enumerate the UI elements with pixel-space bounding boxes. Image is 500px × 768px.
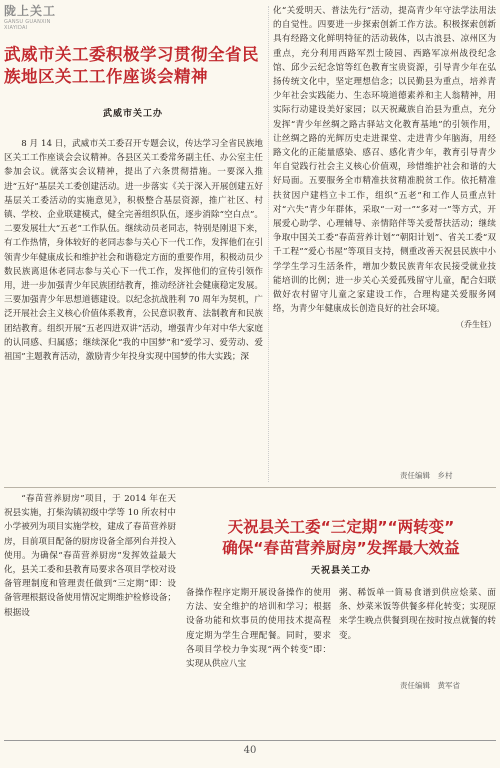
masthead-subtitle-1: GANSU GUANXIN — [4, 19, 51, 25]
article1-col2-text: 化“关爱明天、普法先行”活动，提高青少年守法学法用法的自觉性。四要进一步探索创新工作方法。积极探索创新具有经路文化鲜明特征的活动载体，以古浪县、凉州区为重点，充分利用西路军烈士陵园、西路军凉州战役纪念馆、邱少云纪念馆等红色教育宝贵资源，引导青少年在弘扬传统文化中，坚定理想信念；以民勤县为重点，培养青少年社会实践能力、生态环境道德素养和主人翁精神，用实际行动建设美好家园；以天祝藏族自治县为重点，充分发挥“青少年丝绸之路古驿站文化教育基地”的引领作用，让丝绸之路的光辉历史走进课堂、走进青少年脑海，用经路文化的正能量感染、感召、感化青少年，教育引导青少年自觉践行社会主义核心价值观，珍惜维护社会和谐的大好局面。五要服务全市精准扶贫精准脱贫工作。依托精准扶贫因户建档立卡工作，组织“五老”和工作人员重点针对“六失”青少年群体，采取“一对一”“多对一”等方式，开展爱心助学、心理辅导、亲情陪伴等关爱帮扶活动；继续争取中国关工委“春苗营养计划”“朝阳计划”、省关工委“双千工程”“爱心书屋”等项目支持，侧重改善天祝县民族中小学学生学习生活条件，增加少数民族青年农民接受就业技能培训的比例；进一步关心关爱孤残留守儿童，配合妇联做好农村留守儿童之家建设工作，合理构建关爱服务网络，为青少年健康成长创造良好的社会环境。 — [273, 6, 496, 315]
article2-editor: 责任编辑 黄军省 — [400, 681, 460, 690]
footer-rule — [4, 740, 496, 741]
article2-title-line-1: 天祝县关工委“三定期”“两转变” — [227, 518, 455, 536]
article1-editor: 责任编辑 乡村 — [400, 471, 453, 480]
article2-title-line-2: 确保“春苗营养厨房”发挥最大效益 — [222, 539, 460, 557]
article2-col3-text: 粥、稀饭单一简易食谱到供应烩菜、面条、炒菜米饭等供餐多样化转变；实现原来学生晚点供餐到现在按时按点就餐的转变。 — [339, 588, 496, 641]
article2-byline: 天祝县关工办 — [310, 566, 371, 576]
article1-title: 武威市关工委积极学习贯彻全省民族地区关工工作座谈会精神 — [4, 45, 259, 86]
article2-column-3 — [339, 586, 496, 643]
article2-col2-text: 备操作程序定期开展设备操作的使用方法、安全维护的培训和学习；根据设备功能和炊事员的使用技术提高程度定期为学生合理配餐。同时，要求各项目学校力争实现“两个转变”即：实现从供应八宝 — [186, 588, 331, 670]
magazine-masthead — [4, 2, 90, 32]
article2-column-1 — [4, 492, 176, 620]
article2-title — [186, 517, 496, 559]
article2-column-2 — [186, 586, 331, 671]
masthead-logo: 陇上关工 — [4, 4, 57, 18]
page-number: 40 — [243, 745, 257, 756]
article1-byline: 武威市关工办 — [102, 109, 163, 119]
article1-column-2 — [273, 4, 496, 333]
column-divider — [268, 6, 269, 482]
section-divider — [4, 487, 496, 488]
article1-col1-text: 8 月 14 日，武威市关工委召开专题会议，传达学习全省民族地区关工工作座谈会会议精神。各县区关工委常务副主任、办公室主任参加会议。就落实会议精神，提出了六条贯彻措施。一要深入推进“五好”基层关工委创建活动。进一步落实《关于深入开展创建五好基层关工委活动的实施意见》，积极整合基层资源，推广社区、村镇、学校、企业联建模式，健全完善组织队伍，逐步消除“空白点”。二要发展壮大“五老”工作队伍。继续动员老同志，特别是刚退下来，有工作热情，身体较好的老同志参与关心下一代工作，发挥他们在引领青少年健康成长和维护社会和谐稳定方面的重要作用，积极动员少数民族离退休老同志参与关心下一代工作，发挥他们的宣传引领作用，进一步加强青少年民族团结教育，推动经济社会健康稳定发展。三要加强青少年思想道德建设。以纪念抗战胜利 70 周年为契机，广泛开展社会主义核心价值体系教育，公民意识教育、法制教育和民族团结教育。组织开展“五老四进双讲”活动，增强青少年对中华大家庭的认同感、归属感；继续深化“我的中国梦”和“爱学习、爱劳动、爱祖国”主题教育活动，激励青少年投身实现中国梦的伟大实践；深 — [4, 139, 263, 363]
article2-col1-text: “春苗营养厨房”项目，于 2014 年在天祝县实施，打柴沟镇初级中学等 10 所农村中小学被列为项目实施学校，建成了春苗营养厨房，目前项目配备的厨房设备全部列台并投入使用。为确保“春苗营养厨房”发挥效益最大化，县关工委和县教育局要求各项目学校对设备管理制度和管理责任做到“三定期”即：设备管理根据设备使用情况定期维护检修设备；根据设 — [4, 494, 176, 618]
article1-author: （乔生钰） — [456, 320, 496, 330]
masthead-subtitle-2: XIAYIDAI — [4, 25, 28, 31]
article1-column-1 — [4, 137, 263, 364]
